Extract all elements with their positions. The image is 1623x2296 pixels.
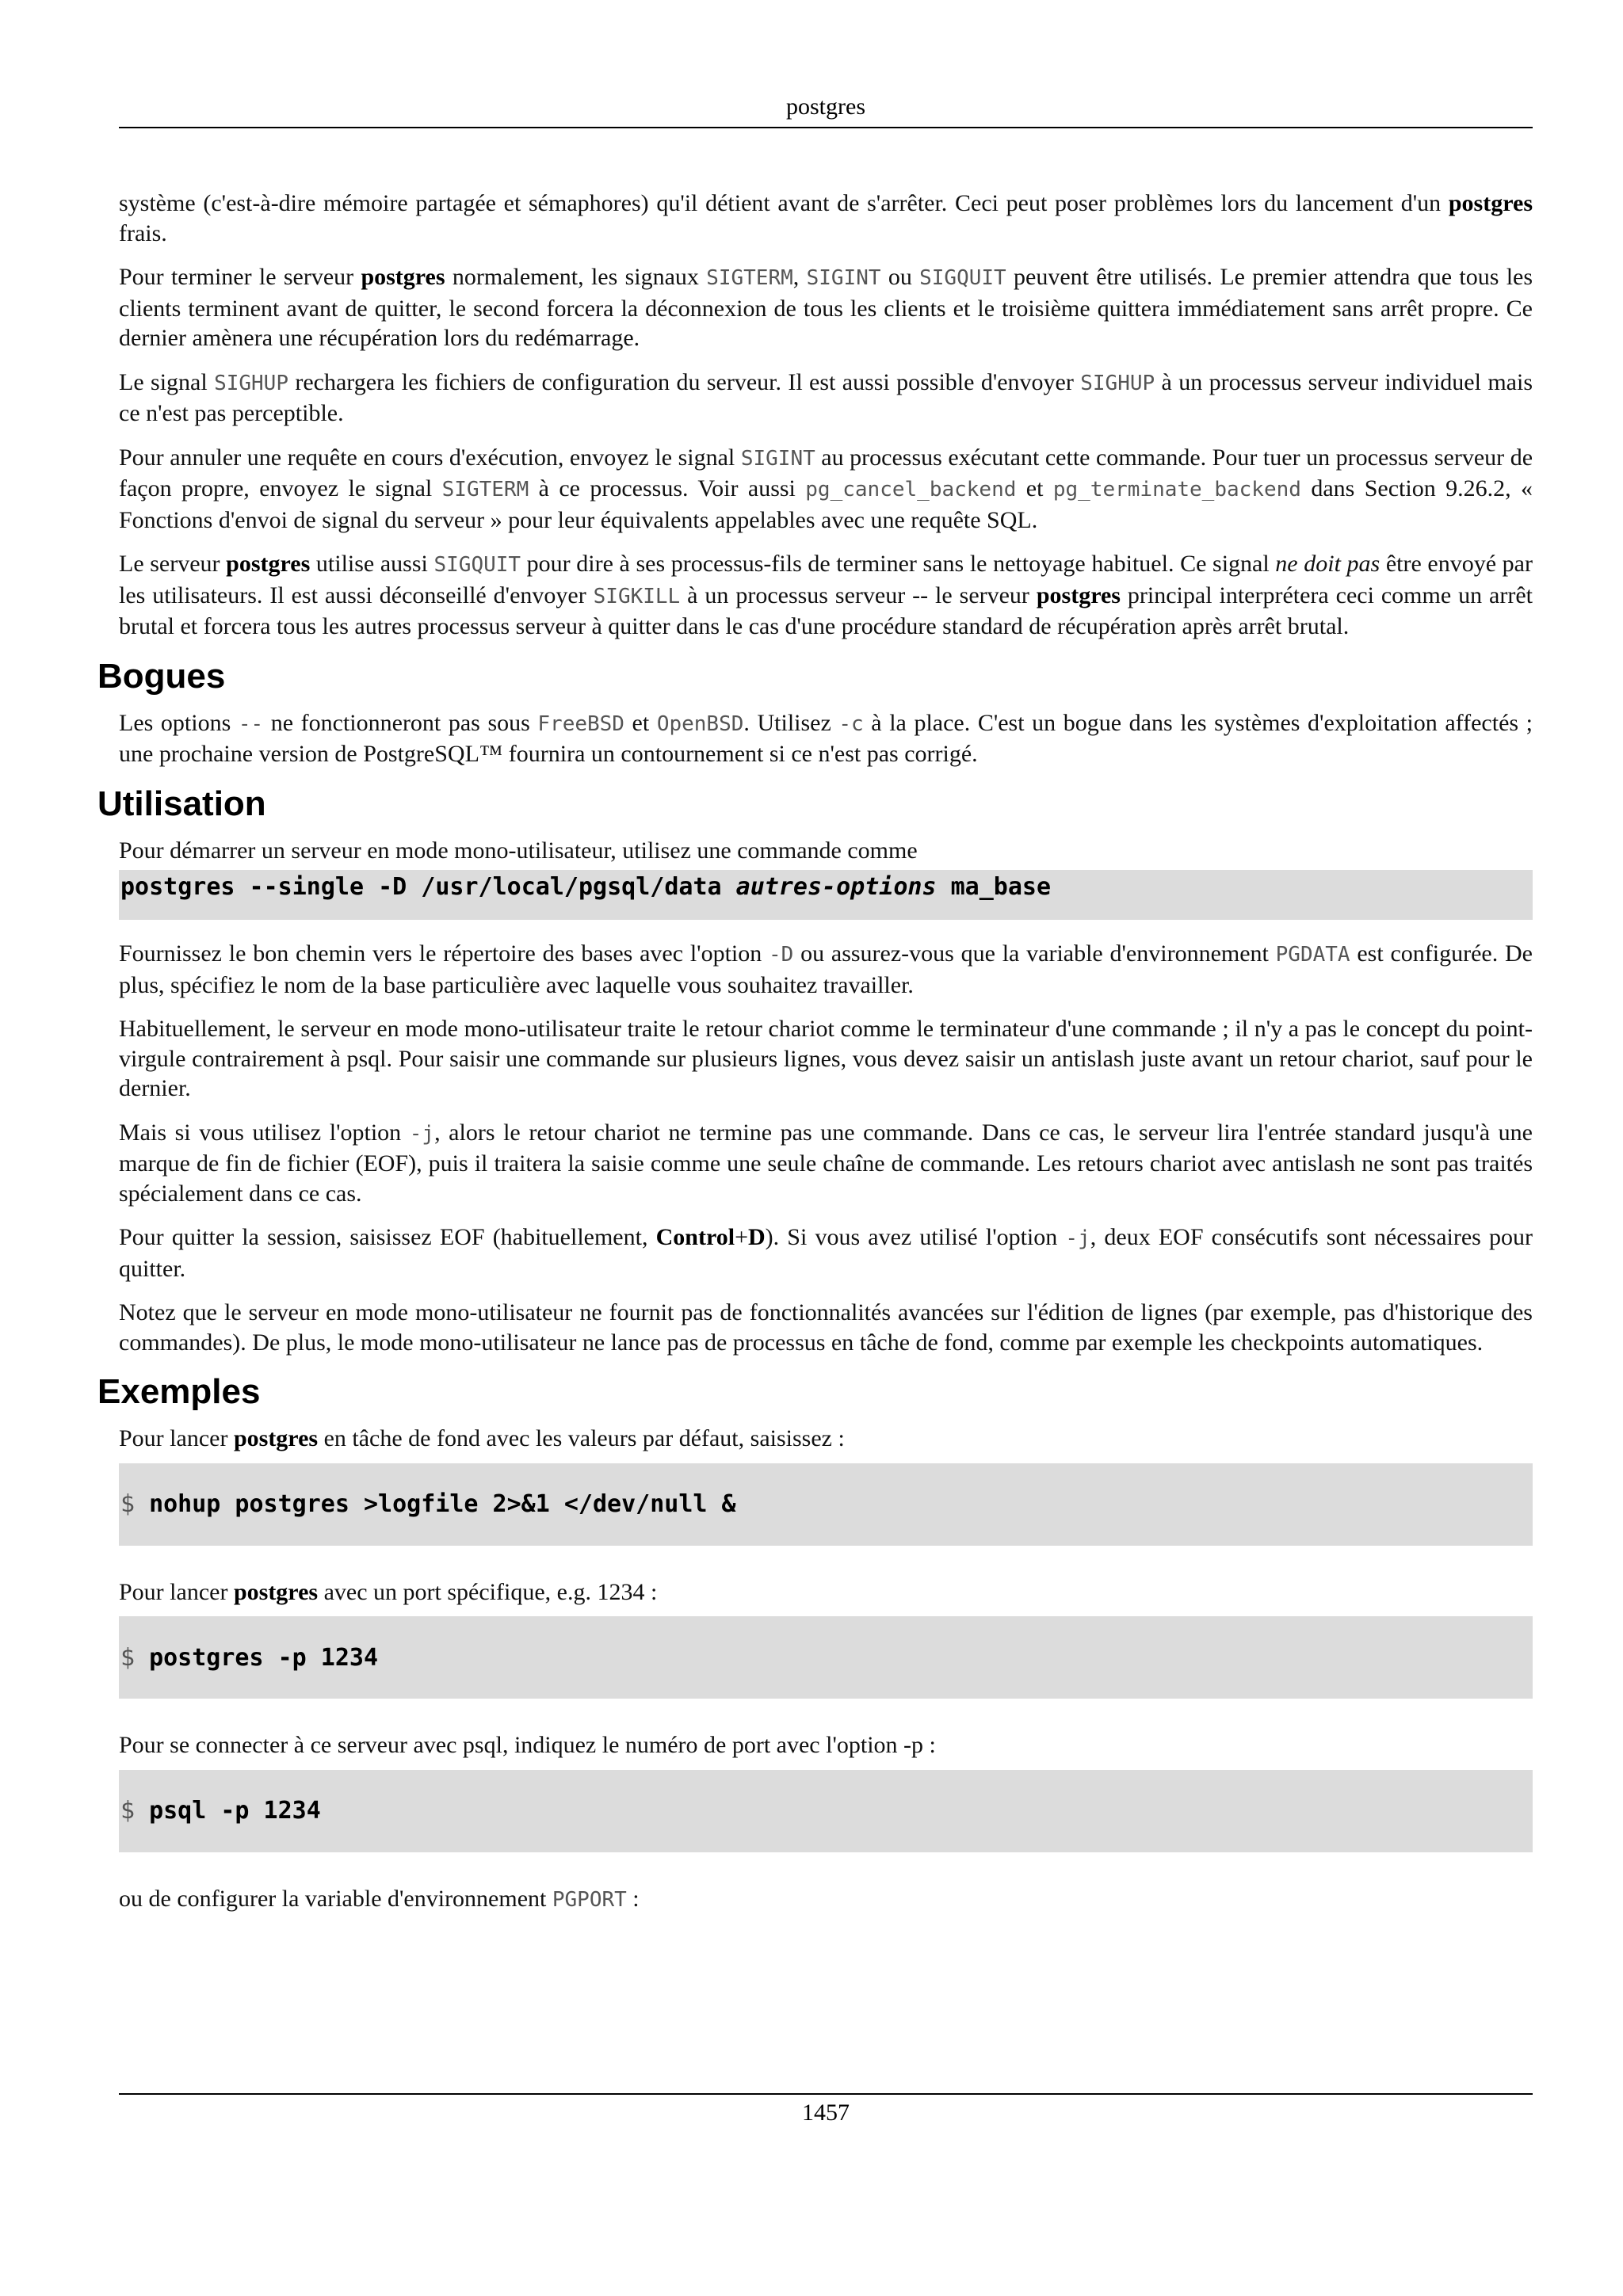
env-var-code: PGPORT <box>552 1887 627 1912</box>
signal-code: SIGKILL <box>593 584 681 608</box>
text: , <box>792 264 807 290</box>
shell-command: postgres -p 1234 <box>149 1643 379 1672</box>
signal-code: SIGHUP <box>1080 371 1155 395</box>
heading-bogues: Bogues <box>97 656 226 696</box>
text: principal interprétera ceci comme un arrêt brutal et forcera tous les autres processus serveur à quitter dans le cas d'une procédure standard de récupération après arrêt brutal. <box>119 582 1533 639</box>
function-code: pg_terminate_backend <box>1052 478 1301 502</box>
paragraph-shutdown-cleanup <box>119 189 1533 248</box>
option-code: -j <box>409 1121 435 1146</box>
emphasis: ne doit pas <box>1275 551 1381 577</box>
text: , deux EOF consécutifs sont nécessaires pour quitter. <box>119 1224 1533 1282</box>
paragraph-sighup <box>119 368 1533 429</box>
heading-exemples: Exemples <box>97 1372 261 1411</box>
key-name: Control <box>655 1224 735 1250</box>
text: Pour lancer <box>119 1425 234 1451</box>
text: + <box>735 1224 748 1250</box>
command-name: postgres <box>226 551 311 577</box>
os-code: FreeBSD <box>537 711 624 736</box>
signal-code: SIGTERM <box>441 478 529 502</box>
signal-code: SIGQUIT <box>433 553 521 577</box>
option-code: -- <box>238 711 264 736</box>
text: Le signal <box>119 368 215 395</box>
heading-utilisation: Utilisation <box>97 784 266 823</box>
text: pour dire à ses processus-fils de terminer sans le nettoyage habituel. Ce signal <box>521 551 1276 577</box>
shell-prompt: $ <box>120 1490 136 1518</box>
text: ne fonctionneront pas sous <box>263 709 538 736</box>
shell-prompt: $ <box>120 1643 136 1672</box>
option-code: -D <box>769 943 794 967</box>
text: Pour terminer le serveur <box>119 264 361 290</box>
text: et <box>624 709 657 736</box>
text: avec un port spécifique, e.g. 1234 : <box>318 1578 658 1605</box>
paragraph-option-j <box>119 1118 1533 1209</box>
function-code: pg_cancel_backend <box>805 478 1017 502</box>
paragraph-cancel-query <box>119 443 1533 536</box>
text: . Utilisez <box>743 709 839 736</box>
option-code: -j <box>1065 1226 1090 1250</box>
page-number: 1457 <box>802 2100 850 2126</box>
os-code: OpenBSD <box>656 711 744 736</box>
footer-rule <box>119 2093 1533 2095</box>
code-block-port <box>119 1616 1533 1699</box>
text: ou de configurer la variable d'environnement <box>119 1885 552 1912</box>
text: être envoyé par les utilisateurs. Il est aussi déconseillé d'envoyer <box>119 551 1533 608</box>
text: est configurée. De plus, spécifiez le nom de la base particulière avec laquelle vous souhaitez travailler. <box>119 940 1533 998</box>
text: Le serveur <box>119 551 227 577</box>
command-name: postgres <box>233 1578 319 1605</box>
signal-code: SIGINT <box>740 446 815 471</box>
paragraph-example-background <box>119 1424 1533 1454</box>
code-block-single-user <box>119 870 1533 920</box>
text: utilise aussi <box>310 551 434 577</box>
text: à ce processus. Voir aussi <box>529 475 806 502</box>
paragraph-signals-terminate <box>119 262 1533 353</box>
text: Pour annuler une requête en cours d'exécution, envoyez le signal <box>119 444 741 471</box>
signal-code: SIGINT <box>806 266 881 290</box>
option-code: -c <box>838 711 864 736</box>
paragraph-utilisation-intro: Pour démarrer un serveur en mode mono-utilisateur, utilisez une commande comme <box>119 837 918 864</box>
command-name: postgres <box>233 1425 319 1451</box>
signal-code: SIGTERM <box>706 266 793 290</box>
text: Mais si vous utilisez l'option <box>119 1119 410 1146</box>
signal-code: SIGQUIT <box>919 266 1006 290</box>
text: Fournissez le bon chemin vers le répertoire des bases avec l'option <box>119 940 769 967</box>
page-content <box>97 189 1533 1929</box>
shell-command: psql -p 1234 <box>149 1797 321 1825</box>
paragraph-limitations: Notez que le serveur en mode mono-utilisateur ne fournit pas de fonctionnalités avancées sur l'édition de lignes (par exemple, pas d'historique des commandes). De plus, le mode mono-utilisateur ne lance pas de processus en tâche de fond, comme par exemple les checkpoints automatiques. <box>119 1299 1533 1356</box>
page-header: postgres <box>786 93 865 120</box>
code-text: ma_base <box>936 873 1052 901</box>
text: et <box>1016 475 1053 502</box>
command-name: postgres <box>361 264 445 290</box>
signal-code: SIGHUP <box>214 371 288 395</box>
text: à un processus serveur -- le serveur <box>680 582 1037 608</box>
header-rule <box>119 127 1533 128</box>
text: système (c'est-à-dire mémoire partagée et sémaphores) qu'il détient avant de s'arrêter. Ceci peut poser problèmes lors du lancement d'un <box>119 190 1449 216</box>
code-block-psql <box>119 1770 1533 1852</box>
paragraph-bogues <box>119 708 1533 769</box>
text: frais. <box>119 219 167 246</box>
paragraph-sigquit <box>119 549 1533 642</box>
text: dans Section 9.26.2, « Fonctions d'envoi de signal du serveur » pour leur équivalents appelables avec une requête SQL. <box>119 475 1533 533</box>
paragraph-quit-session <box>119 1222 1533 1283</box>
command-name: postgres <box>1448 190 1533 216</box>
text: en tâche de fond avec les valeurs par défaut, saisissez : <box>318 1425 845 1451</box>
paragraph-example-pgport <box>119 1884 1533 1916</box>
text: Les options <box>119 709 239 736</box>
text: peuvent être utilisés. Le premier attendra que tous les clients terminent avant de quitter, le second forcera la déconnexion de tous les clients et le troisième quittera immédiatement sans arrêt propre. Ce dernier amènera une récupération lors du redémarrage. <box>119 264 1533 351</box>
text: normalement, les signaux <box>445 264 707 290</box>
paragraph-example-psql: Pour se connecter à ce serveur avec psql, indiquez le numéro de port avec l'option -p : <box>119 1732 936 1758</box>
paragraph-example-port <box>119 1577 1533 1608</box>
code-text: postgres --single -D /usr/local/pgsql/data <box>120 873 736 901</box>
text: Pour lancer <box>119 1578 234 1605</box>
text: à la place. C'est un bogue dans les systèmes d'exploitation affectés ; une prochaine version de PostgreSQL™ fournira un contournement si ce n'est pas corrigé. <box>119 709 1533 767</box>
text: ou assurez-vous que la variable d'environnement <box>793 940 1276 967</box>
text: , alors le retour chariot ne termine pas une commande. Dans ce cas, le serveur lira l'entrée standard jusqu'à une marque de fin de fichier (EOF), puis il traitera la saisie comme une seule chaîne de commande. Les retours chariot avec antislash ne sont pas traités spécialement dans ce cas. <box>119 1119 1533 1207</box>
shell-command: nohup postgres >logfile 2>&1 </dev/null & <box>149 1490 736 1518</box>
command-name: postgres <box>1036 582 1121 608</box>
text: à un processus serveur individuel mais ce n'est pas perceptible. <box>119 368 1533 426</box>
text: Pour quitter la session, saisissez EOF (habituellement, <box>119 1224 656 1250</box>
text: au processus exécutant cette commande. Pour tuer un processus serveur de façon propre, envoyez le signal <box>119 444 1533 502</box>
code-block-nohup <box>119 1463 1533 1546</box>
code-placeholder: autres-options <box>735 873 937 901</box>
key-name: D <box>747 1224 766 1250</box>
text: : <box>626 1885 640 1912</box>
env-var-code: PGDATA <box>1275 943 1350 967</box>
text: rechargera les fichiers de configuration du serveur. Il est aussi possible d'envoyer <box>288 368 1081 395</box>
text: ). Si vous avez utilisé l'option <box>765 1224 1066 1250</box>
text: ou <box>880 264 920 290</box>
paragraph-newline-terminator: Habituellement, le serveur en mode mono-utilisateur traite le retour chariot comme le terminateur d'une commande ; il n'y a pas le concept du point-virgule contrairement à psql. Pour saisir une commande sur plusieurs lignes, vous devez saisir un antislash juste avant un retour chariot, sauf pour le dernier. <box>119 1016 1533 1101</box>
paragraph-pgdata <box>119 939 1533 1000</box>
shell-prompt: $ <box>120 1797 136 1825</box>
